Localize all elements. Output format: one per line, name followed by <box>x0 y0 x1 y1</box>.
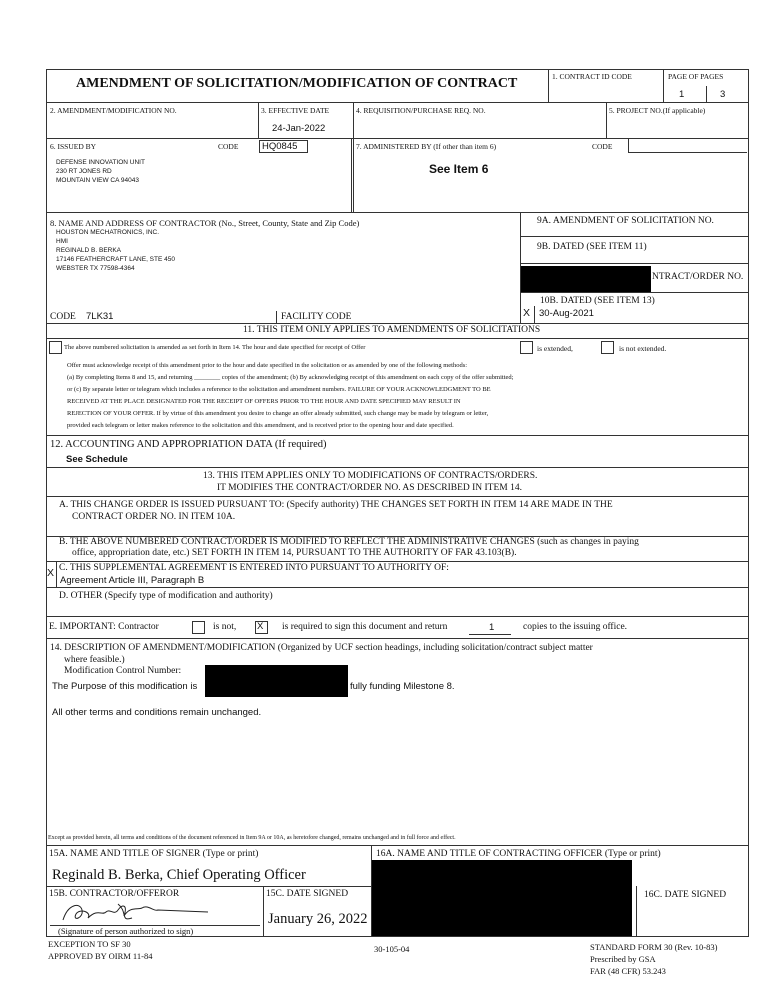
item13-heading-2: IT MODIFIES THE CONTRACT/ORDER NO. AS DESCRIBED IN ITEM 14. <box>217 483 522 493</box>
item8-label: 8. NAME AND ADDRESS OF CONTRACTOR (No., Street, County, State and Zip Code) <box>50 218 360 228</box>
issuer-line: MOUNTAIN VIEW CA 94043 <box>56 177 139 184</box>
effective-date: 24-Jan-2022 <box>272 123 326 134</box>
redacted-block <box>205 665 348 697</box>
item2-label: 2. AMENDMENT/MODIFICATION NO. <box>50 106 177 115</box>
item7-code-field <box>628 139 747 153</box>
facility-code-label: FACILITY CODE <box>281 312 352 322</box>
contractor-line: WEBSTER TX 77598-4364 <box>56 265 135 272</box>
footer-standard-form: STANDARD FORM 30 (Rev. 10-83) <box>590 942 718 952</box>
is-required-label: is required to sign this document and return <box>282 622 448 632</box>
item13a-line: A. THIS CHANGE ORDER IS ISSUED PURSUANT TO: (Specify authority) THE CHANGES SET FORTH IN ITEM 14 ARE MADE IN THE <box>59 500 613 510</box>
item5-label: 5. PROJECT NO.(If applicable) <box>609 106 706 115</box>
footer-prescribed: Prescribed by GSA <box>590 954 656 964</box>
item11-paragraph-line: or (c) By separate letter or telegram which includes a reference to the solicitation and amendment numbers. FAILURE OF YOUR ACKNOWLEDGMENT TO BE <box>67 386 491 393</box>
item10-check-mark: X <box>523 307 531 319</box>
item13d-label: D. OTHER (Specify type of modification and authority) <box>59 591 273 601</box>
item3-label: 3. EFFECTIVE DATE <box>261 106 330 115</box>
contract-id-code-label: 1. CONTRACT ID CODE <box>552 72 632 81</box>
item13a-line: CONTRACT ORDER NO. IN ITEM 10A. <box>72 512 236 522</box>
copies-count: 1 <box>489 622 495 633</box>
item13-heading: 13. THIS ITEM APPLIES ONLY TO MODIFICATIONS OF CONTRACTS/ORDERS. <box>203 471 538 481</box>
item11-checkbox[interactable] <box>49 341 62 354</box>
contractor-line: REGINALD B. BERKA <box>56 247 122 254</box>
item13b-line: B. THE ABOVE NUMBERED CONTRACT/ORDER IS MODIFIED TO REFLECT THE ADMINISTRATIVE CHANGES (such as changes in paying <box>59 537 639 547</box>
item14-label: 14. DESCRIPTION OF AMENDMENT/MODIFICATION (Organized by UCF section headings, including solicitation/contract subject matter <box>50 643 593 653</box>
item11-paragraph-line: REJECTION OF YOUR OFFER. If by virtue of this amendment you desire to change an offer already submitted, such change may be made by telegram or letter, <box>67 410 489 417</box>
contractor-line: HOUSTON MECHATRONICS, INC. <box>56 229 160 236</box>
signer-name-title: Reginald B. Berka, Chief Operating Officer <box>52 867 306 883</box>
item12-label: 12. ACCOUNTING AND APPROPRIATION DATA (If required) <box>50 439 327 450</box>
page-number: 1 <box>679 89 685 100</box>
except-text: Except as provided herein, all terms and conditions of the document referenced in Item 9A or 10A, as heretofore changed, remains unchanged and in full force and effect. <box>48 835 456 841</box>
item11-paragraph-line: provided each telegram or letter makes reference to the solicitation and this amendment, and is received prior to the opening hour and date specified. <box>67 422 454 429</box>
important-label: E. IMPORTANT: Contractor <box>49 622 159 632</box>
purpose-text-pre: The Purpose of this modification is <box>52 681 198 692</box>
item7-label: 7. ADMINISTERED BY (If other than item 6) <box>356 142 497 151</box>
item11-paragraph-line: (a) By completing Items 8 and 15, and returning ________ copies of the amendment; (b) By acknowledging receipt of this amendment on each copy of the offer submitted; <box>67 374 514 381</box>
is-required-check-mark: X <box>257 621 264 632</box>
item16a-label: 16A. NAME AND TITLE OF CONTRACTING OFFICER (Type or print) <box>376 849 661 859</box>
item10b-label: 10B. DATED (SEE ITEM 13) <box>540 296 655 306</box>
item11-heading: 11. THIS ITEM ONLY APPLIES TO AMENDMENTS OF SOLICITATIONS <box>243 325 541 335</box>
item10b-date: 30-Aug-2021 <box>539 308 594 319</box>
item13c-check-mark: X <box>47 567 55 579</box>
item6-label: 6. ISSUED BY <box>50 142 97 151</box>
modification-control-number: Modification Control Number: <box>64 666 182 676</box>
extended-label: is extended, <box>537 344 573 353</box>
footer-far: FAR (48 CFR) 53.243 <box>590 966 666 976</box>
redacted-block <box>521 266 651 292</box>
date-signed: January 26, 2022 <box>268 911 368 927</box>
item10a-label: NTRACT/ORDER NO. <box>652 272 744 282</box>
page-total: 3 <box>720 89 726 100</box>
extended-checkbox[interactable] <box>520 341 533 354</box>
is-not-label: is not, <box>213 622 237 632</box>
administered-by-value: See Item 6 <box>429 162 489 176</box>
contractor-code-label: CODE <box>50 312 76 322</box>
item9b-label: 9B. DATED (SEE ITEM 11) <box>537 242 647 252</box>
item12-value: See Schedule <box>66 454 128 465</box>
signature-caption: (Signature of person authorized to sign) <box>58 926 194 936</box>
footer-form-number: 30-105-04 <box>374 944 410 954</box>
item4-label: 4. REQUISITION/PURCHASE REQ. NO. <box>356 106 486 115</box>
item16c-label: 16C. DATE SIGNED <box>644 890 727 900</box>
form-title: AMENDMENT OF SOLICITATION/MODIFICATION OF CONTRACT <box>76 76 518 91</box>
issuer-line: 230 RT JONES RD <box>56 168 112 175</box>
not-extended-label: is not extended. <box>619 344 667 353</box>
item15a-label: 15A. NAME AND TITLE OF SIGNER (Type or print) <box>49 849 259 859</box>
item7-code-label: CODE <box>592 142 613 151</box>
signature-scribble-icon <box>58 898 228 928</box>
item13c-value: Agreement Article III, Paragraph B <box>60 575 205 586</box>
page-of-pages-label: PAGE OF PAGES <box>668 72 724 81</box>
issuer-code: HQ0845 <box>259 140 308 153</box>
purpose-text-post: fully funding Milestone 8. <box>350 681 455 692</box>
other-terms-text: All other terms and conditions remain unchanged. <box>52 707 262 718</box>
not-extended-checkbox[interactable] <box>601 341 614 354</box>
item14-label-2: where feasible.) <box>64 655 125 665</box>
item15c-label: 15C. DATE SIGNED <box>266 889 349 899</box>
contractor-line: 17146 FEATHERCRAFT LANE, STE 450 <box>56 256 175 263</box>
item15b-label: 15B. CONTRACTOR/OFFEROR <box>49 889 180 899</box>
redacted-block <box>372 860 632 936</box>
item11-line: The above numbered solicitation is amended as set forth in Item 14. The hour and date specified for receipt of Offer <box>64 344 366 351</box>
item11-paragraph-line: Offer must acknowledge receipt of this amendment prior to the hour and date specified in the solicitation or as amended by one of the following methods: <box>67 362 468 369</box>
copies-tail: copies to the issuing office. <box>523 622 628 632</box>
item6-code-label: CODE <box>218 142 239 151</box>
contractor-signature <box>58 898 228 928</box>
item13c-label: C. THIS SUPPLEMENTAL AGREEMENT IS ENTERED INTO PURSUANT TO AUTHORITY OF: <box>59 563 449 573</box>
issuer-line: DEFENSE INNOVATION UNIT <box>56 159 145 166</box>
footer-approved: APPROVED BY OIRM 11-84 <box>48 951 153 961</box>
contractor-code: 7LK31 <box>86 311 114 322</box>
item11-paragraph-line: RECEIVED AT THE PLACE DESIGNATED FOR THE RECEIPT OF OFFERS PRIOR TO THE HOUR AND DATE SPECIFIED MAY RESULT IN <box>67 398 461 405</box>
item9a-label: 9A. AMENDMENT OF SOLICITATION NO. <box>537 216 714 226</box>
contractor-line: HMI <box>56 238 68 245</box>
is-not-checkbox[interactable] <box>192 621 205 634</box>
footer-exception: EXCEPTION TO SF 30 <box>48 939 131 949</box>
item13b-line: office, appropriation date, etc.) SET FORTH IN ITEM 14, PURSUANT TO THE AUTHORITY OF FAR 43.103(B). <box>72 548 517 558</box>
